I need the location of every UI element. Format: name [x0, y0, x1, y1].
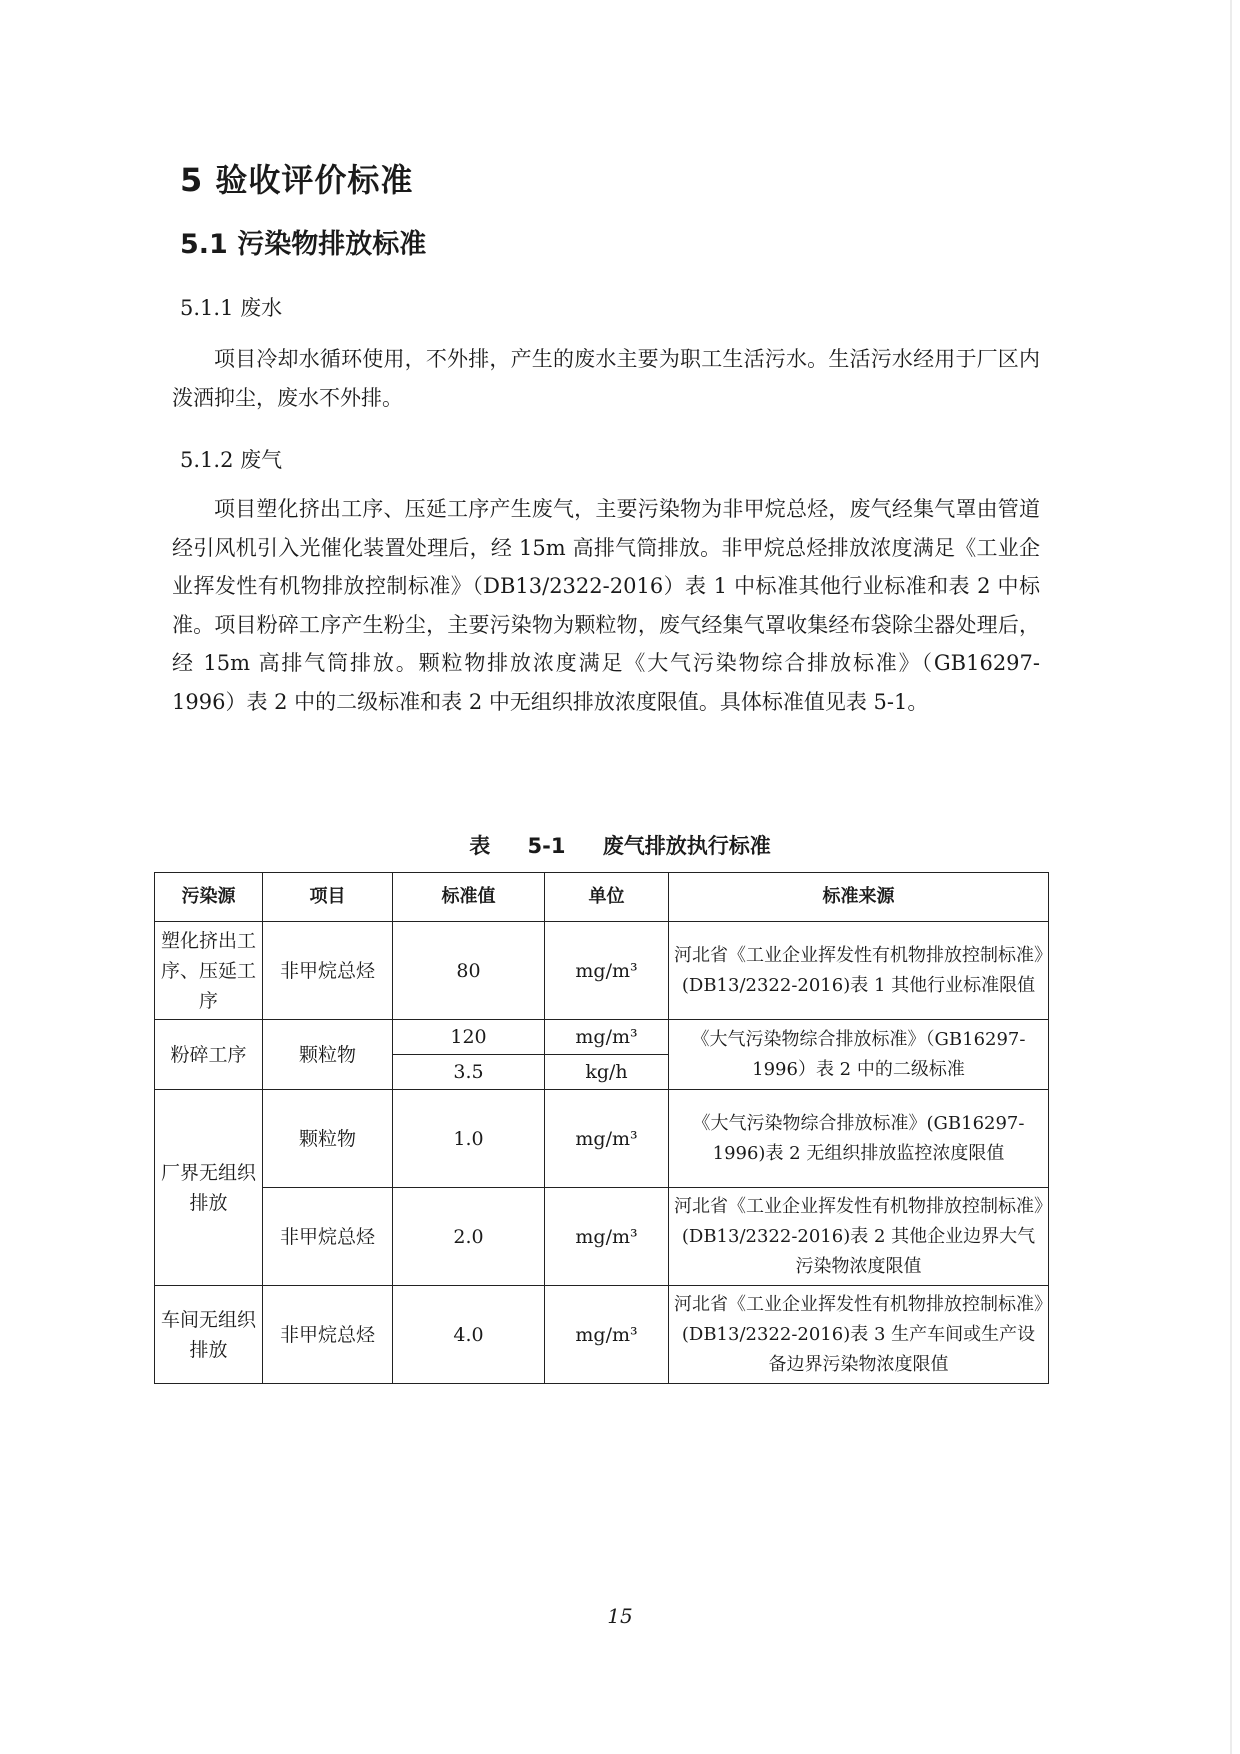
cell-source: 粉碎工序 [155, 1020, 263, 1090]
header-value: 标准值 [393, 873, 545, 922]
cell-standard-source: 河北省《工业企业挥发性有机物排放控制标准》(DB13/2322-2016)表 2 其他企业边界大气污染物浓度限值 [669, 1188, 1049, 1286]
chapter-heading: 5 验收评价标准 [180, 161, 414, 199]
cell-standard-source: 河北省《工业企业挥发性有机物排放控制标准》(DB13/2322-2016)表 1 其他行业标准限值 [669, 922, 1049, 1020]
cell-standard-source: 《大气污染物综合排放标准》(GB16297-1996)表 2 无组织排放监控浓度限值 [669, 1090, 1049, 1188]
page-number: 15 [607, 1604, 633, 1628]
exhaust-paragraph: 项目塑化挤出工序、压延工序产生废气，主要污染物为非甲烷总烃，废气经集气罩由管道经引风机引入光催化装置处理后，经 15m 高排气筒排放。非甲烷总烃排放浓度满足《工业企业挥发性有机物排放控制标准》（DB13/2322-2016）表 1 中标准其他行业标准和表 2 中标准。项目粉碎工序产生粉尘，主要污染物为颗粒物，废气经集气罩收集经布袋除尘器处理后，经 15m 高排气筒排放。颗粒物排放浓度满足《大气污染物综合排放标准》（GB16297-1996）表 2 中的二级标准和表 2 中无组织排放浓度限值。具体标准值见表 5-1。 [172, 497, 1040, 714]
cell-value: 4.0 [393, 1286, 545, 1384]
subsection-exhaust-title: 5.1.2 废气 [180, 448, 283, 472]
cell-unit: mg/m³ [545, 1090, 669, 1188]
cell-item: 颗粒物 [263, 1090, 393, 1188]
header-unit: 单位 [545, 873, 669, 922]
cell-item: 非甲烷总烃 [263, 922, 393, 1020]
exhaust-standard-table [154, 872, 1049, 1384]
scan-edge-line [1230, 0, 1232, 1754]
cell-source: 塑化挤出工序、压延工序 [155, 922, 263, 1020]
header-item: 项目 [263, 873, 393, 922]
table-row [155, 1286, 1049, 1384]
wastewater-paragraph: 项目冷却水循环使用，不外排，产生的废水主要为职工生活污水。生活污水经用于厂区内泼洒抑尘，废水不外排。 [172, 347, 1040, 410]
cell-item: 颗粒物 [263, 1020, 393, 1090]
cell-source: 厂界无组织排放 [155, 1090, 263, 1286]
cell-unit: mg/m³ [545, 1188, 669, 1286]
cell-standard-source: 《大气污染物综合排放标准》（GB16297-1996）表 2 中的二级标准 [669, 1020, 1049, 1090]
cell-item: 非甲烷总烃 [263, 1188, 393, 1286]
cell-standard-source: 河北省《工业企业挥发性有机物排放控制标准》(DB13/2322-2016)表 3 生产车间或生产设备边界污染物浓度限值 [669, 1286, 1049, 1384]
table-row [155, 922, 1049, 1020]
table-row [155, 1020, 1049, 1055]
header-source: 污染源 [155, 873, 263, 922]
subsection-wastewater-title: 5.1.1 废水 [180, 296, 283, 320]
table-row [155, 1090, 1049, 1188]
table-row [155, 1188, 1049, 1286]
cell-unit: mg/m³ [545, 1020, 669, 1055]
section-heading: 5.1 污染物排放标准 [180, 229, 427, 260]
cell-unit: kg/h [545, 1055, 669, 1090]
cell-unit: mg/m³ [545, 922, 669, 1020]
cell-value: 2.0 [393, 1188, 545, 1286]
cell-value: 80 [393, 922, 545, 1020]
cell-source: 车间无组织排放 [155, 1286, 263, 1384]
cell-value: 1.0 [393, 1090, 545, 1188]
cell-value: 120 [393, 1020, 545, 1055]
header-standard-source: 标准来源 [669, 873, 1049, 922]
cell-value: 3.5 [393, 1055, 545, 1090]
table-header-row [155, 873, 1049, 922]
cell-item: 非甲烷总烃 [263, 1286, 393, 1384]
table-caption: 表 5-1 废气排放执行标准 [469, 834, 771, 858]
cell-unit: mg/m³ [545, 1286, 669, 1384]
